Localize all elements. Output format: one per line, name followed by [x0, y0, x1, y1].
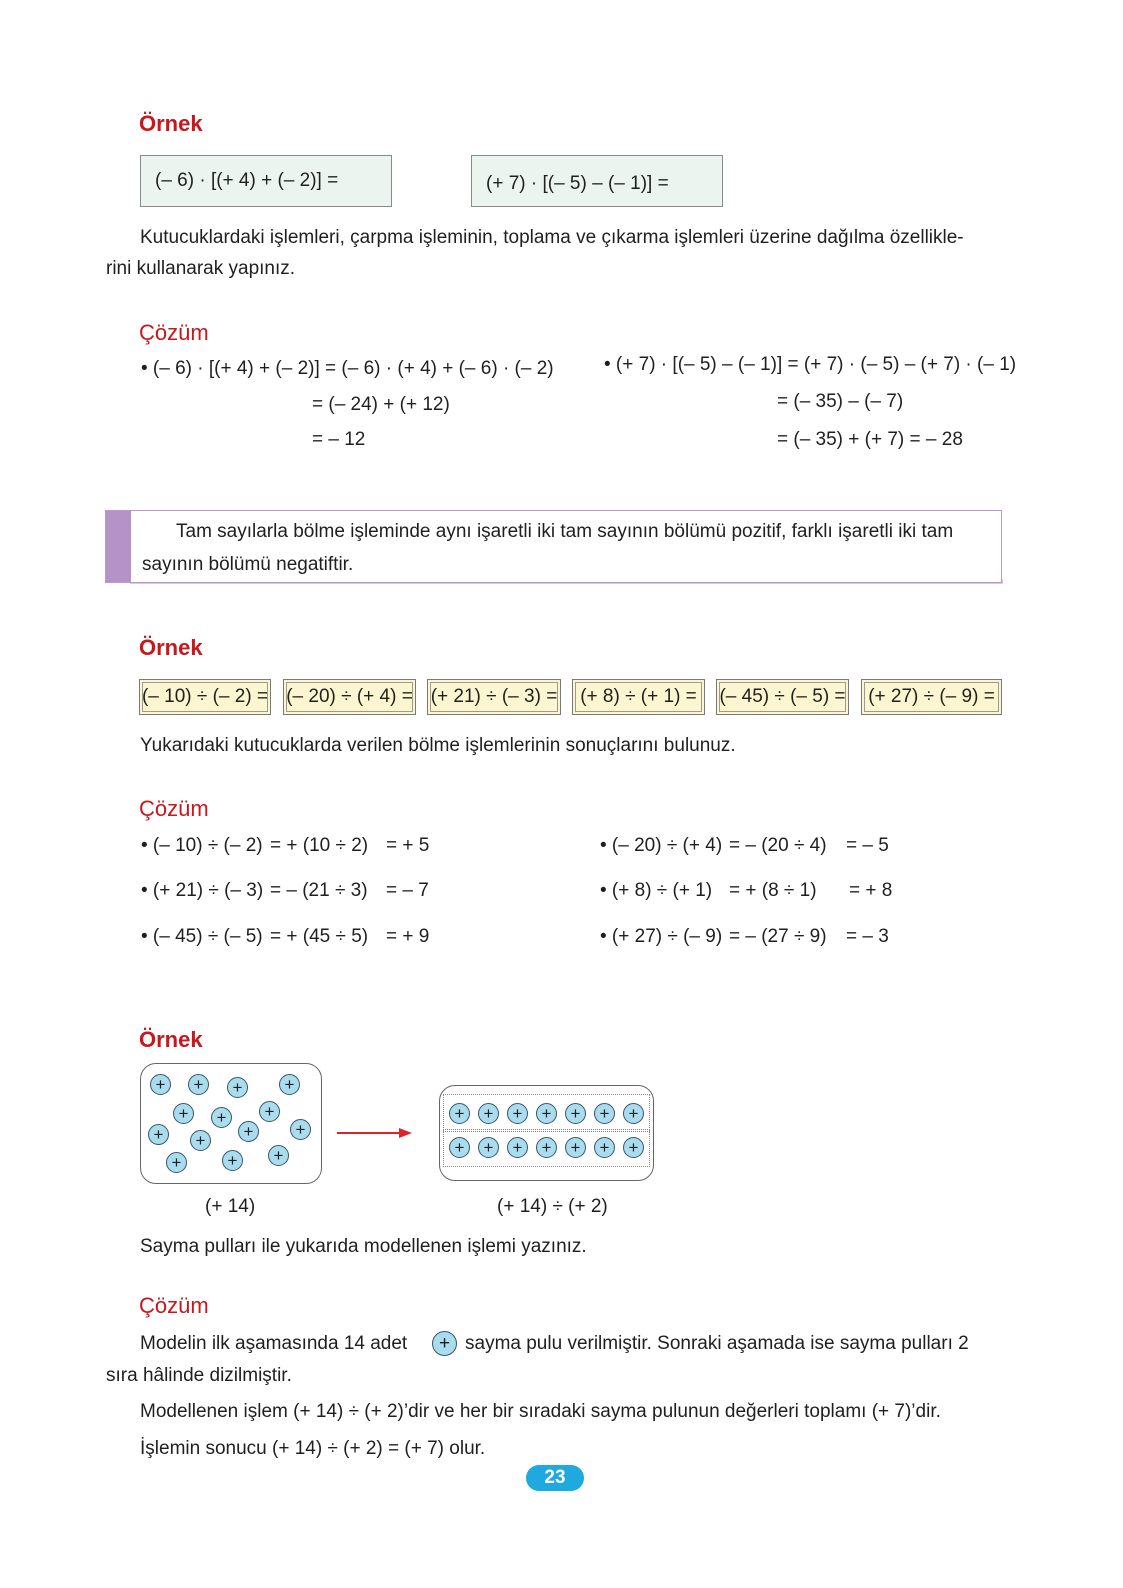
example-heading: Örnek	[139, 1027, 203, 1052]
positive-chip-icon: +	[290, 1119, 311, 1140]
positive-chip-icon: +	[623, 1103, 644, 1124]
division-text: (– 45) ÷ (– 5) =	[719, 686, 846, 707]
instruction-line: Yukarıdaki kutucuklarda verilen bölme işlemlerinin sonuçlarını bulunuz.	[140, 735, 736, 756]
solution-line: = (– 24) + (+ 12)	[312, 394, 450, 415]
solution-text: Modellenen işlem (+ 14) ÷ (+ 2)’dir ve her bir sıradaki sayma pulunun değerleri toplamı (+ 7)’dir.	[140, 1401, 941, 1422]
solution-step: = – (21 ÷ 3)	[270, 880, 368, 901]
rule-note	[105, 510, 1002, 583]
solution-heading: Çözüm	[139, 1293, 209, 1318]
arranged-chips-panel	[439, 1085, 654, 1181]
positive-chip-icon: +	[148, 1124, 169, 1145]
division-box	[572, 679, 705, 715]
solution-result: = + 5	[386, 835, 430, 856]
page-number: 23	[526, 1465, 584, 1491]
problem-box	[471, 155, 723, 207]
division-text: (+ 21) ÷ (– 3) =	[430, 686, 558, 707]
positive-chip-icon: +	[211, 1107, 232, 1128]
division-text: (+ 8) ÷ (+ 1) =	[580, 686, 697, 707]
positive-chip-icon: +	[268, 1145, 289, 1166]
division-text: (+ 27) ÷ (– 9) =	[868, 686, 995, 707]
solution-heading: Çözüm	[139, 320, 209, 345]
solution-text: sayma pulu verilmiştir. Sonraki aşamada ise sayma pulları 2	[465, 1333, 969, 1354]
instruction-line: Sayma pulları ile yukarıda modellenen işlemi yazınız.	[140, 1236, 587, 1257]
problem-box	[140, 155, 392, 207]
note-bar	[106, 511, 131, 582]
model-caption: (+ 14) ÷ (+ 2)	[497, 1196, 608, 1217]
instruction-line: rini kullanarak yapınız.	[106, 258, 296, 279]
solution-expr: • (– 10) ÷ (– 2)	[141, 835, 263, 856]
positive-chip-icon: +	[190, 1130, 211, 1151]
positive-chip-icon: +	[565, 1137, 586, 1158]
positive-chip-icon: +	[565, 1103, 586, 1124]
positive-chip-icon: +	[259, 1101, 280, 1122]
solution-heading: Çözüm	[139, 796, 209, 821]
positive-chip-icon: +	[623, 1137, 644, 1158]
instruction-line: Kutucuklardaki işlemleri, çarpma işleminin, toplama ve çıkarma işlemleri üzerine dağılma özellikle-	[140, 227, 964, 248]
positive-chip-icon: +	[279, 1074, 300, 1095]
solution-result: = – 7	[386, 880, 429, 901]
solution-step: = – (27 ÷ 9)	[729, 926, 827, 947]
solution-line: = – 12	[312, 429, 366, 450]
solution-text: Modelin ilk aşamasında 14 adet	[140, 1333, 408, 1354]
division-text: (– 20) ÷ (+ 4) =	[286, 686, 413, 707]
positive-chip-icon: +	[478, 1137, 499, 1158]
solution-expr: • (+ 27) ÷ (– 9)	[600, 926, 723, 947]
solution-result: = – 3	[846, 926, 889, 947]
division-box	[139, 679, 271, 715]
solution-line: • (+ 7) · [(– 5) – (– 1)] = (+ 7) · (– 5) – (+ 7) · (– 1)	[604, 354, 1017, 375]
solution-expr: • (– 20) ÷ (+ 4)	[600, 835, 723, 856]
positive-chip-icon: +	[449, 1103, 470, 1124]
example-heading: Örnek	[139, 635, 203, 660]
positive-chip-icon: +	[536, 1137, 557, 1158]
division-box	[861, 679, 1002, 715]
positive-chip-icon: +	[507, 1137, 528, 1158]
solution-text: sıra hâlinde dizilmiştir.	[106, 1365, 292, 1386]
example-heading: Örnek	[139, 111, 203, 136]
positive-chip-icon: +	[188, 1074, 209, 1095]
positive-chip-icon: +	[238, 1121, 259, 1142]
rule-line: Tam sayılarla bölme işleminde aynı işaretli iki tam sayının bölümü pozitif, farklı işaretli iki tam	[176, 521, 954, 542]
positive-chip-icon: +	[227, 1077, 248, 1098]
positive-chip-icon: +	[222, 1150, 243, 1171]
solution-line: = (– 35) – (– 7)	[777, 391, 904, 412]
division-text: (– 10) ÷ (– 2) =	[141, 686, 269, 707]
positive-chip-icon: +	[432, 1331, 457, 1356]
solution-step: = + (8 ÷ 1)	[729, 880, 817, 901]
positive-chip-icon: +	[173, 1103, 194, 1124]
division-box	[427, 679, 561, 715]
solution-text: İşlemin sonucu (+ 14) ÷ (+ 2) = (+ 7) olur.	[140, 1438, 486, 1459]
positive-chip-icon: +	[166, 1152, 187, 1173]
positive-chip-icon: +	[449, 1137, 470, 1158]
arrow-right-icon	[335, 1125, 415, 1141]
problem-text: (+ 7) · [(– 5) – (– 1)] =	[486, 173, 669, 194]
solution-line: = (– 35) + (+ 7) = – 28	[777, 429, 963, 450]
model-caption: (+ 14)	[205, 1196, 256, 1217]
solution-expr: • (+ 21) ÷ (– 3)	[141, 880, 264, 901]
solution-step: = + (45 ÷ 5)	[270, 926, 369, 947]
positive-chip-icon: +	[536, 1103, 557, 1124]
rule-line: sayının bölümü negatiftir.	[142, 554, 354, 575]
positive-chip-icon: +	[507, 1103, 528, 1124]
solution-result: = – 5	[846, 835, 889, 856]
solution-line: • (– 6) · [(+ 4) + (– 2)] = (– 6) · (+ 4) + (– 6) · (– 2)	[141, 358, 554, 379]
solution-step: = – (20 ÷ 4)	[729, 835, 827, 856]
positive-chip-icon: +	[478, 1103, 499, 1124]
division-box	[716, 679, 849, 715]
solution-result: = + 9	[386, 926, 430, 947]
scattered-chips-panel	[140, 1063, 322, 1184]
solution-expr: • (– 45) ÷ (– 5)	[141, 926, 263, 947]
solution-result: = + 8	[849, 880, 893, 901]
positive-chip-icon: +	[594, 1103, 615, 1124]
positive-chip-icon: +	[594, 1137, 615, 1158]
division-box	[283, 679, 416, 715]
solution-step: = + (10 ÷ 2)	[270, 835, 369, 856]
problem-text: (– 6) · [(+ 4) + (– 2)] =	[155, 170, 339, 191]
positive-chip-icon: +	[150, 1074, 171, 1095]
solution-expr: • (+ 8) ÷ (+ 1)	[600, 880, 713, 901]
